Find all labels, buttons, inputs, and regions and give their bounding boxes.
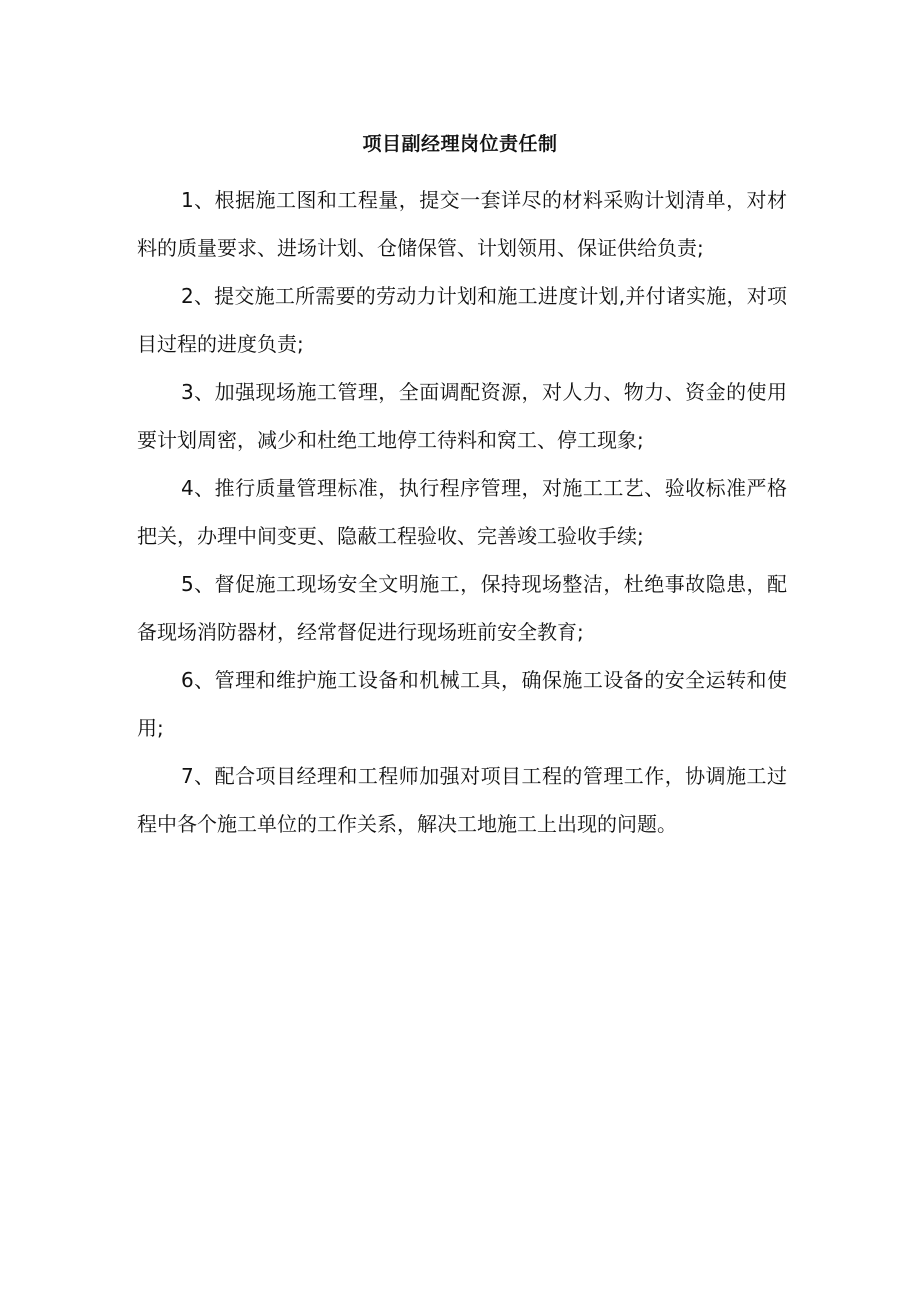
responsibility-item-6: 6、管理和维护施工设备和机械工具，确保施工设备的安全运转和使用; (137, 668, 787, 740)
responsibility-item-3: 3、加强现场施工管理，全面调配资源，对人力、物力、资金的使用要计划周密，减少和杜绝工地停工待料和窝工、停工现象; (137, 380, 787, 452)
document-title: 项目副经理岗位责任制 (362, 133, 558, 155)
document-body (137, 176, 787, 848)
responsibility-item-1: 1、根据施工图和工程量，提交一套详尽的材料采购计划清单，对材料的质量要求、进场计划、仓储保管、计划领用、保证供给负责; (137, 188, 787, 260)
responsibility-item-4: 4、推行质量管理标准，执行程序管理，对施工工艺、验收标准严格把关，办理中间变更、隐蔽工程验收、完善竣工验收手续; (137, 476, 787, 548)
responsibility-item-2: 2、提交施工所需要的劳动力计划和施工进度计划,并付诸实施，对项目过程的进度负责; (137, 284, 787, 356)
responsibility-item-7: 7、配合项目经理和工程师加强对项目工程的管理工作，协调施工过程中各个施工单位的工作关系，解决工地施工上出现的问题。 (137, 764, 787, 836)
responsibility-item-5: 5、督促施工现场安全文明施工，保持现场整洁，杜绝事故隐患，配备现场消防器材，经常督促进行现场班前安全教育; (137, 572, 787, 644)
